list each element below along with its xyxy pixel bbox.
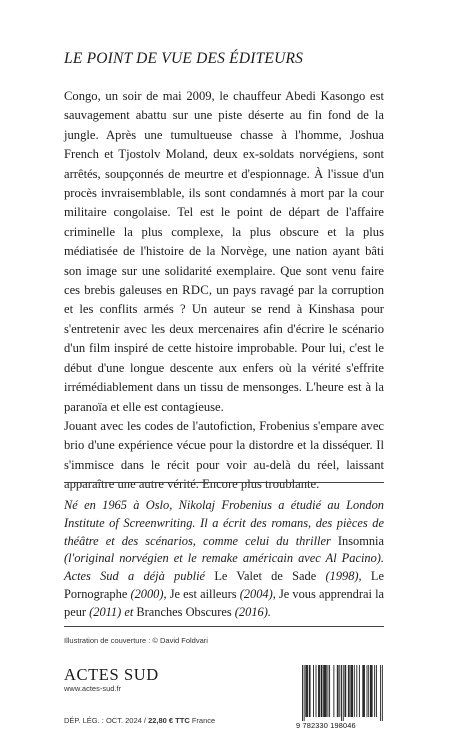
blurb-paragraph-1 [64,87,384,417]
legal-depot: DÉP. LÉG. : OCT. 2024 / [64,716,149,725]
publisher-logo: ACTES SUD [64,665,159,684]
barcode-bar [376,665,377,717]
barcode-bar [338,665,339,717]
publisher-website: www.actes-sud.fr [64,684,122,693]
barcode-bar [329,665,330,717]
cover-credit: Illustration de couverture : © David Foldvari [64,636,208,645]
barcode-bar [351,665,352,717]
barcode-digits: 9 782330 198046 [296,721,356,730]
barcode-bar [374,665,375,717]
barcode-bar [345,665,346,717]
barcode-bar [350,665,351,717]
barcode-bar [323,665,324,717]
divider-top [64,482,384,483]
bio-text-5: (2004), [236,586,279,601]
bio-text-4: (2000), [127,586,170,601]
barcode-bar [333,665,334,717]
price: 22,80 € TTC [148,716,190,725]
barcode [296,665,388,735]
barcode-bar [305,665,306,717]
barcode-bar [371,665,372,717]
barcode-bar [326,665,327,717]
barcode-bar [337,665,338,717]
barcode-bar [364,665,365,717]
ean13-barcode-icon [296,665,388,721]
legal-line [64,716,215,725]
bio-text-2: (l'original norvégien et le remake américain avec Al Pacino). Actes Sud a déjà publié [64,551,384,584]
barcode-bar [372,665,373,717]
bio-text-1: Né en 1965 à Oslo, Nikolaj Frobenius a étudié au London Institute of Screenwriting. Il a écrit des romans, des pièces de théâtre et des scénarios, comme celui du thriller [64,498,384,548]
blurb-paragraph-2: Jouant avec les codes de l'autofiction, Frobenius s'empare avec brio d'une expérience vécue pour la distordre et la disséquer. Il s'immisce dans le récit pour voir au-delà du réel, laissant apparaître une autre vérité. Encore plus troublante. [64,418,384,492]
bio-title-je-vous-apprendrai: Je vous apprendrai la peur [64,586,385,619]
bio-text-3: (1998), [316,569,371,584]
barcode-bar [348,665,349,717]
bio-title-insomnia: Insomnia [337,533,384,548]
divider-bottom [64,626,384,627]
barcode-bar [304,665,305,721]
bio-text-7: (2016). [231,604,271,619]
bio-title-pornographe: Le Pornographe [64,569,384,601]
barcode-bar [356,665,357,717]
barcode-bar [370,665,371,717]
barcode-bar [324,665,325,717]
barcode-bar [316,665,317,717]
barcode-bar [309,665,310,717]
bio-text-6: (2011) et [86,604,137,619]
barcode-bar [345,665,346,717]
barcode-bar [339,665,340,717]
bio-title-valet-de-sade: Le Valet de Sade [214,569,317,584]
rdc-acronym: RDC [182,283,209,298]
bio-title-je-est-ailleurs: Je est ailleurs [169,586,237,601]
bio-title-branches-obscures: Branches Obscures [136,604,232,619]
barcode-bar [349,665,350,717]
blurb-paragraph-1-part-b: , un pays ravagé par la corruption et les conflits armés ? Un auteur se rend à Kinshasa pour s'entretenir avec les deux mercenaires afin d'écrire le scénario d'un film inspiré de cette histoire improbable. Pour lui, c'est le début d'une longue descente aux enfers où la vérité s'effrite irrémédiablement dans un tissu de mensonges. L'heure est à la paranoïa et elle est contagieuse. [64,283,384,414]
barcode-bar [302,665,303,721]
barcode-bar [359,665,360,717]
barcode-bar [352,665,353,717]
legal-country: France [189,716,216,725]
barcode-bar [325,665,326,717]
barcode-bar [307,665,308,717]
barcode-bar [362,665,363,717]
barcode-bar [321,665,322,717]
barcode-bar [368,665,369,717]
barcode-bar [343,665,344,721]
barcode-bar [367,665,368,717]
barcode-bar [313,665,314,717]
barcode-bar [382,665,383,721]
barcode-bar [341,665,342,721]
barcode-bar [310,665,311,717]
barcode-bar [306,665,307,717]
blurb-paragraph-1-part-a: Congo, un soir de mai 2009, le chauffeur Abedi Kasongo est sauvagement abattu sur une piste déserte au fin fond de la jungle. Après une tumultueuse chasse à l'homme, Joshua French et Tjostolv Moland, deux ex-soldats norvégiens, sont arrêtés, soupçonnés de meurtre et d'espionnage. À l'issue d'un procès invraisemblable, ils sont condamnés à mort par la cour militaire congolaise. Tel est le point de départ de l'affaire criminelle la plus complexe, la plus obscure et la plus médiatisée de l'histoire de la Norvège, une nation ayant bâti son image sur une solidarité exemplaire. Que sont venu faire ces brebis galeuses en [64,89,384,298]
barcode-bar [328,665,329,717]
author-bio [64,497,384,622]
barcode-bar [354,665,355,717]
blurb-text [64,87,384,495]
section-title: LE POINT DE VUE DES ÉDITEURS [64,50,304,67]
barcode-bar [319,665,320,717]
barcode-bar [380,665,381,721]
barcode-bar [318,665,319,717]
barcode-bar [322,665,323,717]
barcode-bar [363,665,364,717]
